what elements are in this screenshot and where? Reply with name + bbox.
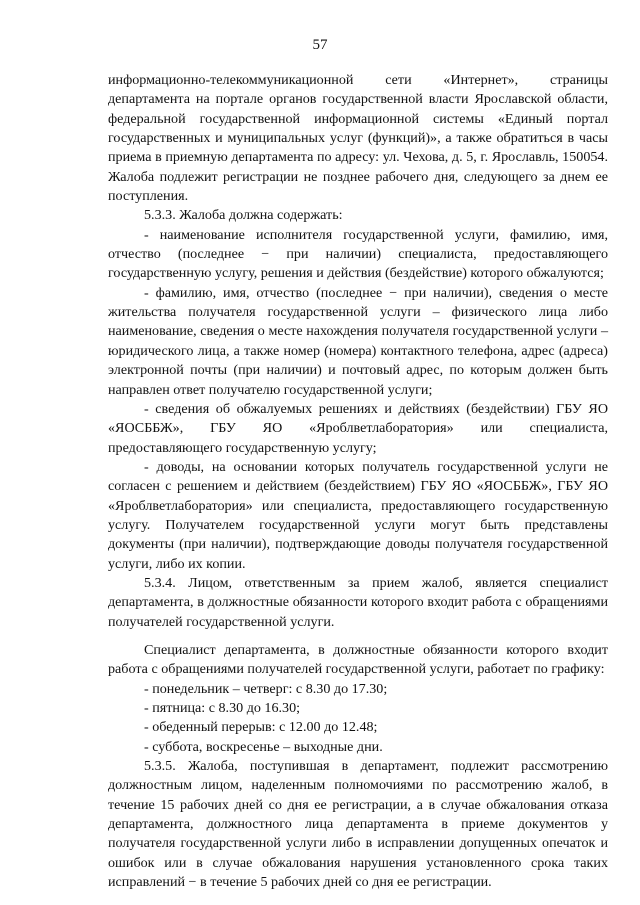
schedule-item-friday: - пятница: с 8.30 до 16.30; [144,700,301,716]
schedule-item-weekend: - суббота, воскресенье – выходные дни. [144,738,383,755]
schedule-item-lunch-break: - обеденный перерыв: с 12.00 до 12.48; [144,719,378,736]
paragraph-specialist-schedule: Специалист департамента, в должностные обязанности которого входит работа с обращениями получателей государственной услуги, работает по графику: [108,641,608,678]
paragraph-5-3-5: 5.3.5. Жалоба, поступившая в департамент, подлежит рассмотрению должностным лицом, наделенным полномочиями по рассмотрению жалоб, в течение 15 рабочих дней со дня ее регистрации, а в случае обжалования отказа департамента, должностного лица департамента в приеме документов у получателя государственной услуги либо в исправлении допущенных опечаток и ошибок или в случае обжалования нарушения установленного срока таких исправлений − в течение 5 рабочих дней со дня ее регистрации. [108,758,608,891]
paragraph-5-3-3-heading: 5.3.3. Жалоба должна содержать: [144,207,343,224]
list-item-executor-name: - наименование исполнителя государственной услуги, фамилию, имя, отчество (последнее − при наличии) специалиста, предоставляющего государственную услугу, решения и действия (бездействие) которого обжалуются; [108,226,608,282]
list-item-appealed-decisions: - сведения об обжалуемых решениях и действиях (бездействии) ГБУ ЯО «ЯОСББЖ», ГБУ ЯО «Яроблветлаборатория» или специалиста, предоставляющего государственную услугу; [108,400,608,456]
list-item-applicant-details: - фамилию, имя, отчество (последнее − при наличии), сведения о месте жительства получателя государственной услуги – физического лица либо наименование, сведения о месте нахождения получателя государственной услуги – юридического лица, а также номер (номера) контактного телефона, адрес (адреса) электронной почты (при наличии) и почтовый адрес, по которым должен быть направлен ответ получателю государственной услуги; [108,284,608,398]
schedule-item-mon-thu: - понедельник – четверг: с 8.30 до 17.30; [144,680,388,697]
paragraph-portal-address: информационно-телекоммуникационной сети «Интернет», страницы департамента на портале органов государственной власти Ярославской области, федеральной государственной информационной системы «Единый портал государственных и муниципальных услуг (функций)», а также обратиться в часы приема в приемную департамента по адресу: ул. Чехова, д. 5, г. Ярославль, 150054. Жалоба подлежит регистрации не позднее рабочего дня, следующего за днем ее поступления. [108,72,608,205]
list-item-arguments: - доводы, на основании которых получатель государственной услуги не согласен с решением и действием (бездействием) ГБУ ЯО «ЯОСББЖ», ГБУ ЯО «Яроблветлаборатория» или специалиста, предоставляющего государственную услугу. Получателем государственной услуги могут быть представлены документы (при наличии), подтверждающие доводы получателя государственной услуги, либо их копии. [108,458,608,572]
document-body [108,71,608,892]
page-number: 57 [312,37,328,53]
paragraph-5-3-4: 5.3.4. Лицом, ответственным за прием жалоб, является специалист департамента, в должностные обязанности которого входит работа с обращениями получателей государственной услуги. [108,574,608,630]
